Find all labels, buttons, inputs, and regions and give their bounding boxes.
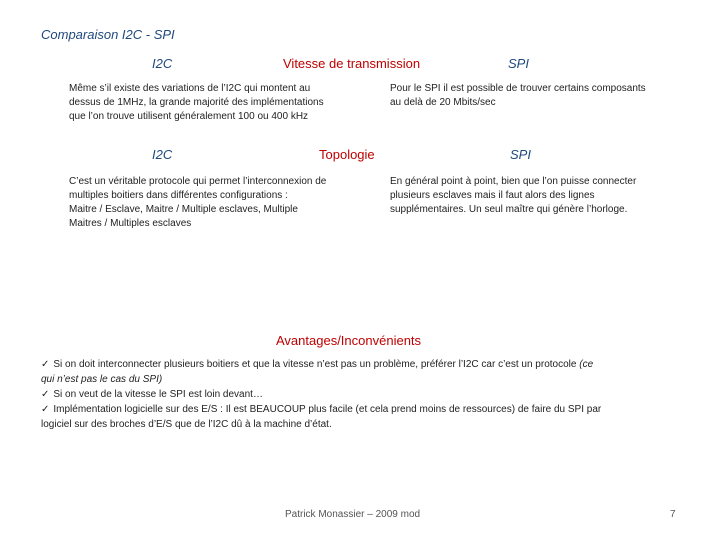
text-line: Maitres / Multiples esclaves: [69, 218, 192, 229]
item-text: Si on doit interconnecter plusieurs boitiers et que la vitesse n’est pas un problème, préférer l’I2C car c’est un protocole: [53, 359, 577, 370]
item-text-italic: (ce: [579, 359, 594, 370]
text-line: au delà de 20 Mbits/sec: [390, 97, 496, 108]
text-line: En général point à point, bien que l’on puisse connecter: [390, 176, 637, 187]
text-line: plusieurs esclaves mais il faut alors des lignes: [390, 190, 595, 201]
i2c-speed-text: [69, 82, 379, 124]
item-text-continued: logiciel sur des broches d’E/S que de l’I2C dû à la machine d’état.: [41, 419, 332, 430]
spi-topology-text: [390, 175, 700, 217]
i2c-label-topology: I2C: [152, 147, 173, 162]
list-item: [41, 387, 681, 402]
text-line: C’est un véritable protocole qui permet l’interconnexion de: [69, 176, 327, 187]
text-line: dessus de 1MHz, la grande majorité des implémentations: [69, 97, 324, 108]
text-line: Même s’il existe des variations de l’I2C qui montent au: [69, 83, 311, 94]
list-item: [41, 402, 681, 417]
text-line: que l’on trouve utilisent généralement 100 ou 400 kHz: [69, 111, 309, 122]
i2c-topology-text: [69, 175, 379, 231]
spi-label-topology: SPI: [510, 147, 531, 162]
check-icon: ✓: [41, 404, 50, 415]
spi-speed-text: [390, 82, 690, 110]
item-text: Implémentation logicielle sur des E/S : Il est BEAUCOUP plus facile (et cela prend moins de ressources) de faire du SPI par: [53, 404, 602, 415]
heading-speed: Vitesse de transmission: [283, 56, 421, 71]
item-text-italic-continued: qui n’est pas le cas du SPI): [41, 374, 163, 385]
check-icon: ✓: [41, 389, 50, 400]
page-number: 7: [670, 509, 676, 520]
text-line: multiples boitiers dans différentes configurations :: [69, 190, 288, 201]
check-icon: ✓: [41, 359, 50, 370]
slide-title: Comparaison I2C - SPI: [41, 27, 175, 42]
spi-label-speed: SPI: [508, 56, 529, 71]
heading-topology: Topologie: [319, 147, 375, 162]
heading-advantages: Avantages/Inconvénients: [276, 333, 422, 348]
i2c-label-speed: I2C: [152, 56, 173, 71]
text-line: Pour le SPI il est possible de trouver certains composants: [390, 83, 646, 94]
item-text: Si on veut de la vitesse le SPI est loin devant…: [53, 389, 263, 400]
text-line: Maitre / Esclave, Maitre / Multiple esclaves, Multiple: [69, 204, 298, 215]
list-item: [41, 357, 681, 372]
advantages-list: [41, 357, 681, 432]
footer-author: Patrick Monassier – 2009 mod: [285, 509, 421, 520]
text-line: supplémentaires. Un seul maître qui génère l’horloge.: [390, 204, 628, 215]
